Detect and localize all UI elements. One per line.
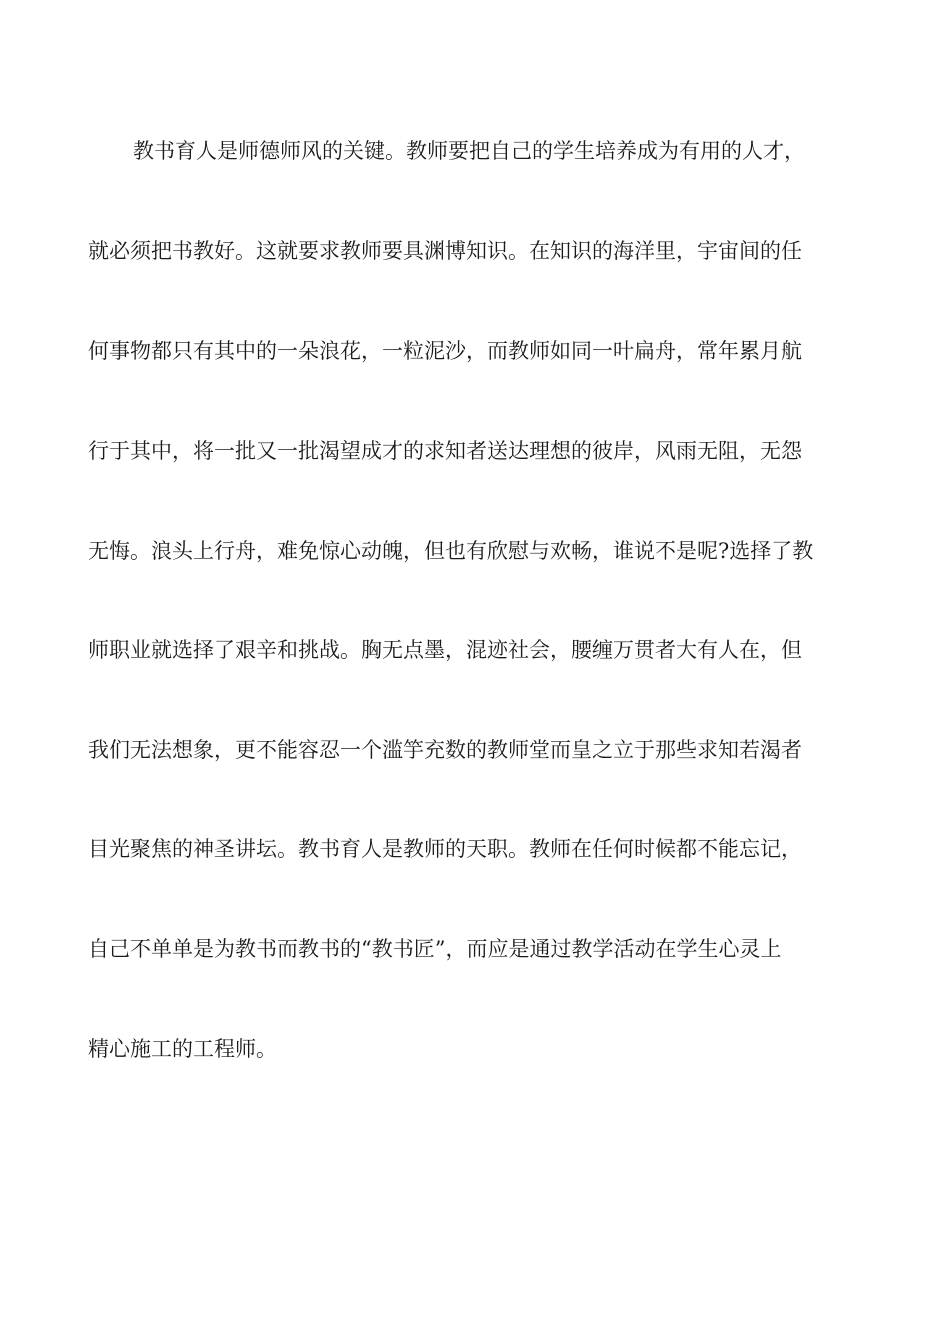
paragraph-line-8: 目光聚焦的神圣讲坛。教书育人是教师的天职。教师在任何时候都不能忘记， — [88, 837, 802, 861]
paragraph-line-6: 师职业就选择了艰辛和挑战。胸无点墨，混迹社会，腰缠万贯者大有人在，但 — [88, 638, 802, 662]
paragraph-line-3: 何事物都只有其中的一朵浪花，一粒泥沙，而教师如同一叶扁舟，常年累月航 — [88, 339, 802, 363]
paragraph-line-2: 就必须把书教好。这就要求教师要具渊博知识。在知识的海洋里，宇宙间的任 — [88, 239, 802, 263]
paragraph-line-4: 行于其中，将一批又一批渴望成才的求知者送达理想的彼岸，风雨无阻，无怨 — [88, 439, 802, 463]
paragraph-line-5: 无悔。浪头上行舟，难免惊心动魄，但也有欣慰与欢畅，谁说不是呢?选择了教 — [88, 539, 814, 563]
paragraph-line-1: 教书育人是师德师风的关键。教师要把自己的学生培养成为有用的人才， — [133, 139, 805, 163]
paragraph-line-10: 精心施工的工程师。 — [88, 1037, 277, 1061]
paragraph-line-9: 自己不单单是为教书而教书的“教书匠”，而应是通过教学活动在学生心灵上 — [88, 937, 782, 961]
paragraph-line-7: 我们无法想象，更不能容忍一个滥竽充数的教师堂而皇之立于那些求知若渴者 — [88, 738, 802, 762]
